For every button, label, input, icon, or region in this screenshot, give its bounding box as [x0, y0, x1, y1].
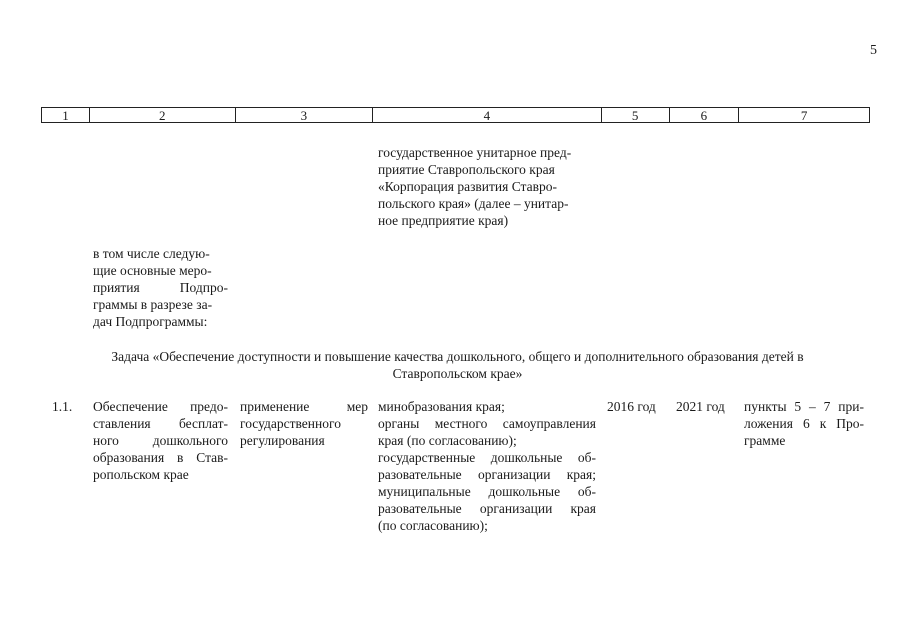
start-year: 2016 год: [607, 399, 656, 414]
text-line: регулирования: [240, 433, 325, 448]
text-line: граммы в разрезе за-: [93, 297, 213, 312]
text-line: ное предприятие края): [378, 213, 509, 228]
text-line: грамме: [744, 433, 786, 448]
text-line: государственного: [240, 416, 341, 431]
text-line: муниципальные дошкольные об-: [378, 484, 596, 499]
column-header-6: 6: [670, 108, 740, 122]
row-number: 1.1.: [52, 399, 73, 414]
text-line: ропольском крае: [93, 467, 189, 482]
text-line: приятия Подпро-: [93, 280, 228, 295]
text-line: края (по согласованию);: [378, 433, 517, 448]
continued-executor-text: [378, 144, 596, 229]
text-line: государственные дошкольные об-: [378, 450, 596, 465]
column-header-7: 7: [800, 108, 808, 123]
text-line: дач Подпрограммы:: [93, 314, 208, 329]
task-heading: [50, 348, 865, 382]
text-line: польского края» (далее – унитар-: [378, 196, 569, 211]
text-line: «Корпорация развития Ставро-: [378, 179, 557, 194]
measure-name: [93, 398, 228, 483]
text-line: разовательные организации края: [378, 501, 596, 516]
text-line: ного дошкольного: [93, 433, 228, 448]
text-line: образования в Став-: [93, 450, 228, 465]
column-header-2: 2: [90, 108, 236, 122]
text-line: пункты 5 – 7 при-: [744, 399, 864, 414]
text-line: ставления бесплат-: [93, 416, 228, 431]
table-header-row: [41, 107, 870, 123]
column-header-5: 5: [602, 108, 670, 122]
column-header-1: 1: [42, 108, 90, 122]
text-line: (по согласованию);: [378, 518, 488, 533]
task-heading-line: Ставропольском крае»: [392, 366, 523, 381]
program-reference: [744, 398, 864, 449]
text-line: в том числе следую-: [93, 246, 210, 261]
text-line: государственное унитарное пред-: [378, 145, 572, 160]
text-line: приятие Ставропольского края: [378, 162, 555, 177]
text-line: ложения 6 к Про-: [744, 416, 864, 431]
measure-executors: [378, 398, 596, 534]
text-line: щие основные меро-: [93, 263, 212, 278]
text-line: разовательные организации края;: [378, 467, 596, 482]
text-line: Обеспечение предо-: [93, 399, 228, 414]
column-header-3: 3: [236, 108, 374, 122]
task-heading-line: Задача «Обеспечение доступности и повышение качества дошкольного, общего и дополнительного образования детей в: [111, 349, 804, 364]
column-header-4: 4: [373, 108, 601, 122]
end-year: 2021 год: [676, 399, 725, 414]
including-measures-text: [93, 245, 228, 330]
text-line: минобразования края;: [378, 399, 505, 414]
text-line: применение мер: [240, 399, 368, 414]
measure-instrument: [240, 398, 368, 449]
text-line: органы местного самоуправления: [378, 416, 596, 431]
page-number: 5: [870, 43, 877, 58]
